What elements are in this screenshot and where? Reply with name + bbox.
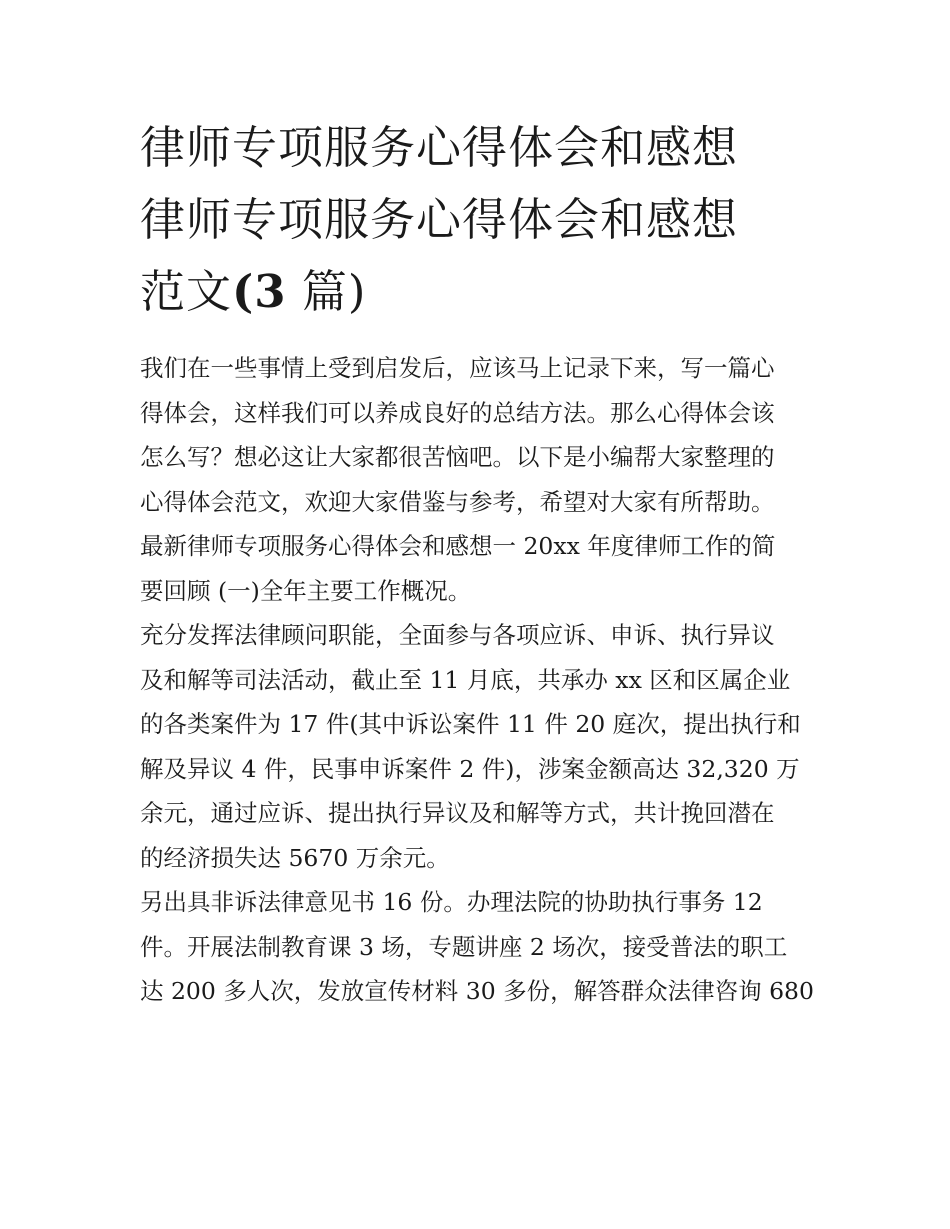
text-line: 达 200 多人次，发放宣传材料 30 多份，解答群众法律咨询 680 — [140, 977, 814, 1005]
text-line: 充分发挥法律顾问职能，全面参与各项应诉、申诉、执行异议 — [140, 621, 775, 649]
document-page — [140, 112, 820, 1014]
text-line: 余元，通过应诉、提出执行异议及和解等方式，共计挽回潜在 — [140, 799, 775, 827]
text-line: 的各类案件为 17 件(其中诉讼案件 11 件 20 庭次，提出执行和 — [140, 710, 801, 738]
text-line: 的经济损失达 5670 万余元。 — [140, 843, 450, 872]
text-line: 要回顾 (一)全年主要工作概况。 — [140, 576, 472, 605]
text-line: 心得体会范文，欢迎大家借鉴与参考，希望对大家有所帮助。 — [140, 487, 775, 516]
title-line: 律师专项服务心得体会和感想 — [140, 121, 739, 174]
paragraph-cases — [140, 613, 820, 880]
title-count: (3 — [232, 265, 287, 318]
text-line: 最新律师专项服务心得体会和感想一 20xx 年度律师工作的简 — [140, 532, 776, 560]
paragraph-intro — [140, 346, 820, 613]
text-line: 我们在一些事情上受到启发后，应该马上记录下来，写一篇心 — [140, 354, 775, 382]
text-line: 解及异议 4 件，民事申诉案件 2 件)，涉案金额高达 32,320 万 — [140, 754, 800, 783]
text-line: 另出具非诉法律意见书 16 份。办理法院的协助执行事务 12 — [140, 888, 763, 916]
paragraph-non-litigation — [140, 880, 820, 1014]
text-line: 怎么写？想必这让大家都很苦恼吧。以下是小编帮大家整理的 — [140, 443, 775, 471]
document-body — [140, 346, 820, 1014]
text-line: 件。开展法制教育课 3 场，专题讲座 2 场次，接受普法的职工 — [140, 932, 788, 961]
title-line: 范文(3 篇) — [140, 265, 367, 318]
text-line: 得体会，这样我们可以养成良好的总结方法。那么心得体会该 — [140, 398, 775, 427]
text-line: 及和解等司法活动，截止至 11 月底，共承办 xx 区和区属企业 — [140, 665, 791, 694]
title-line: 律师专项服务心得体会和感想 — [140, 193, 739, 246]
document-title — [140, 112, 820, 328]
